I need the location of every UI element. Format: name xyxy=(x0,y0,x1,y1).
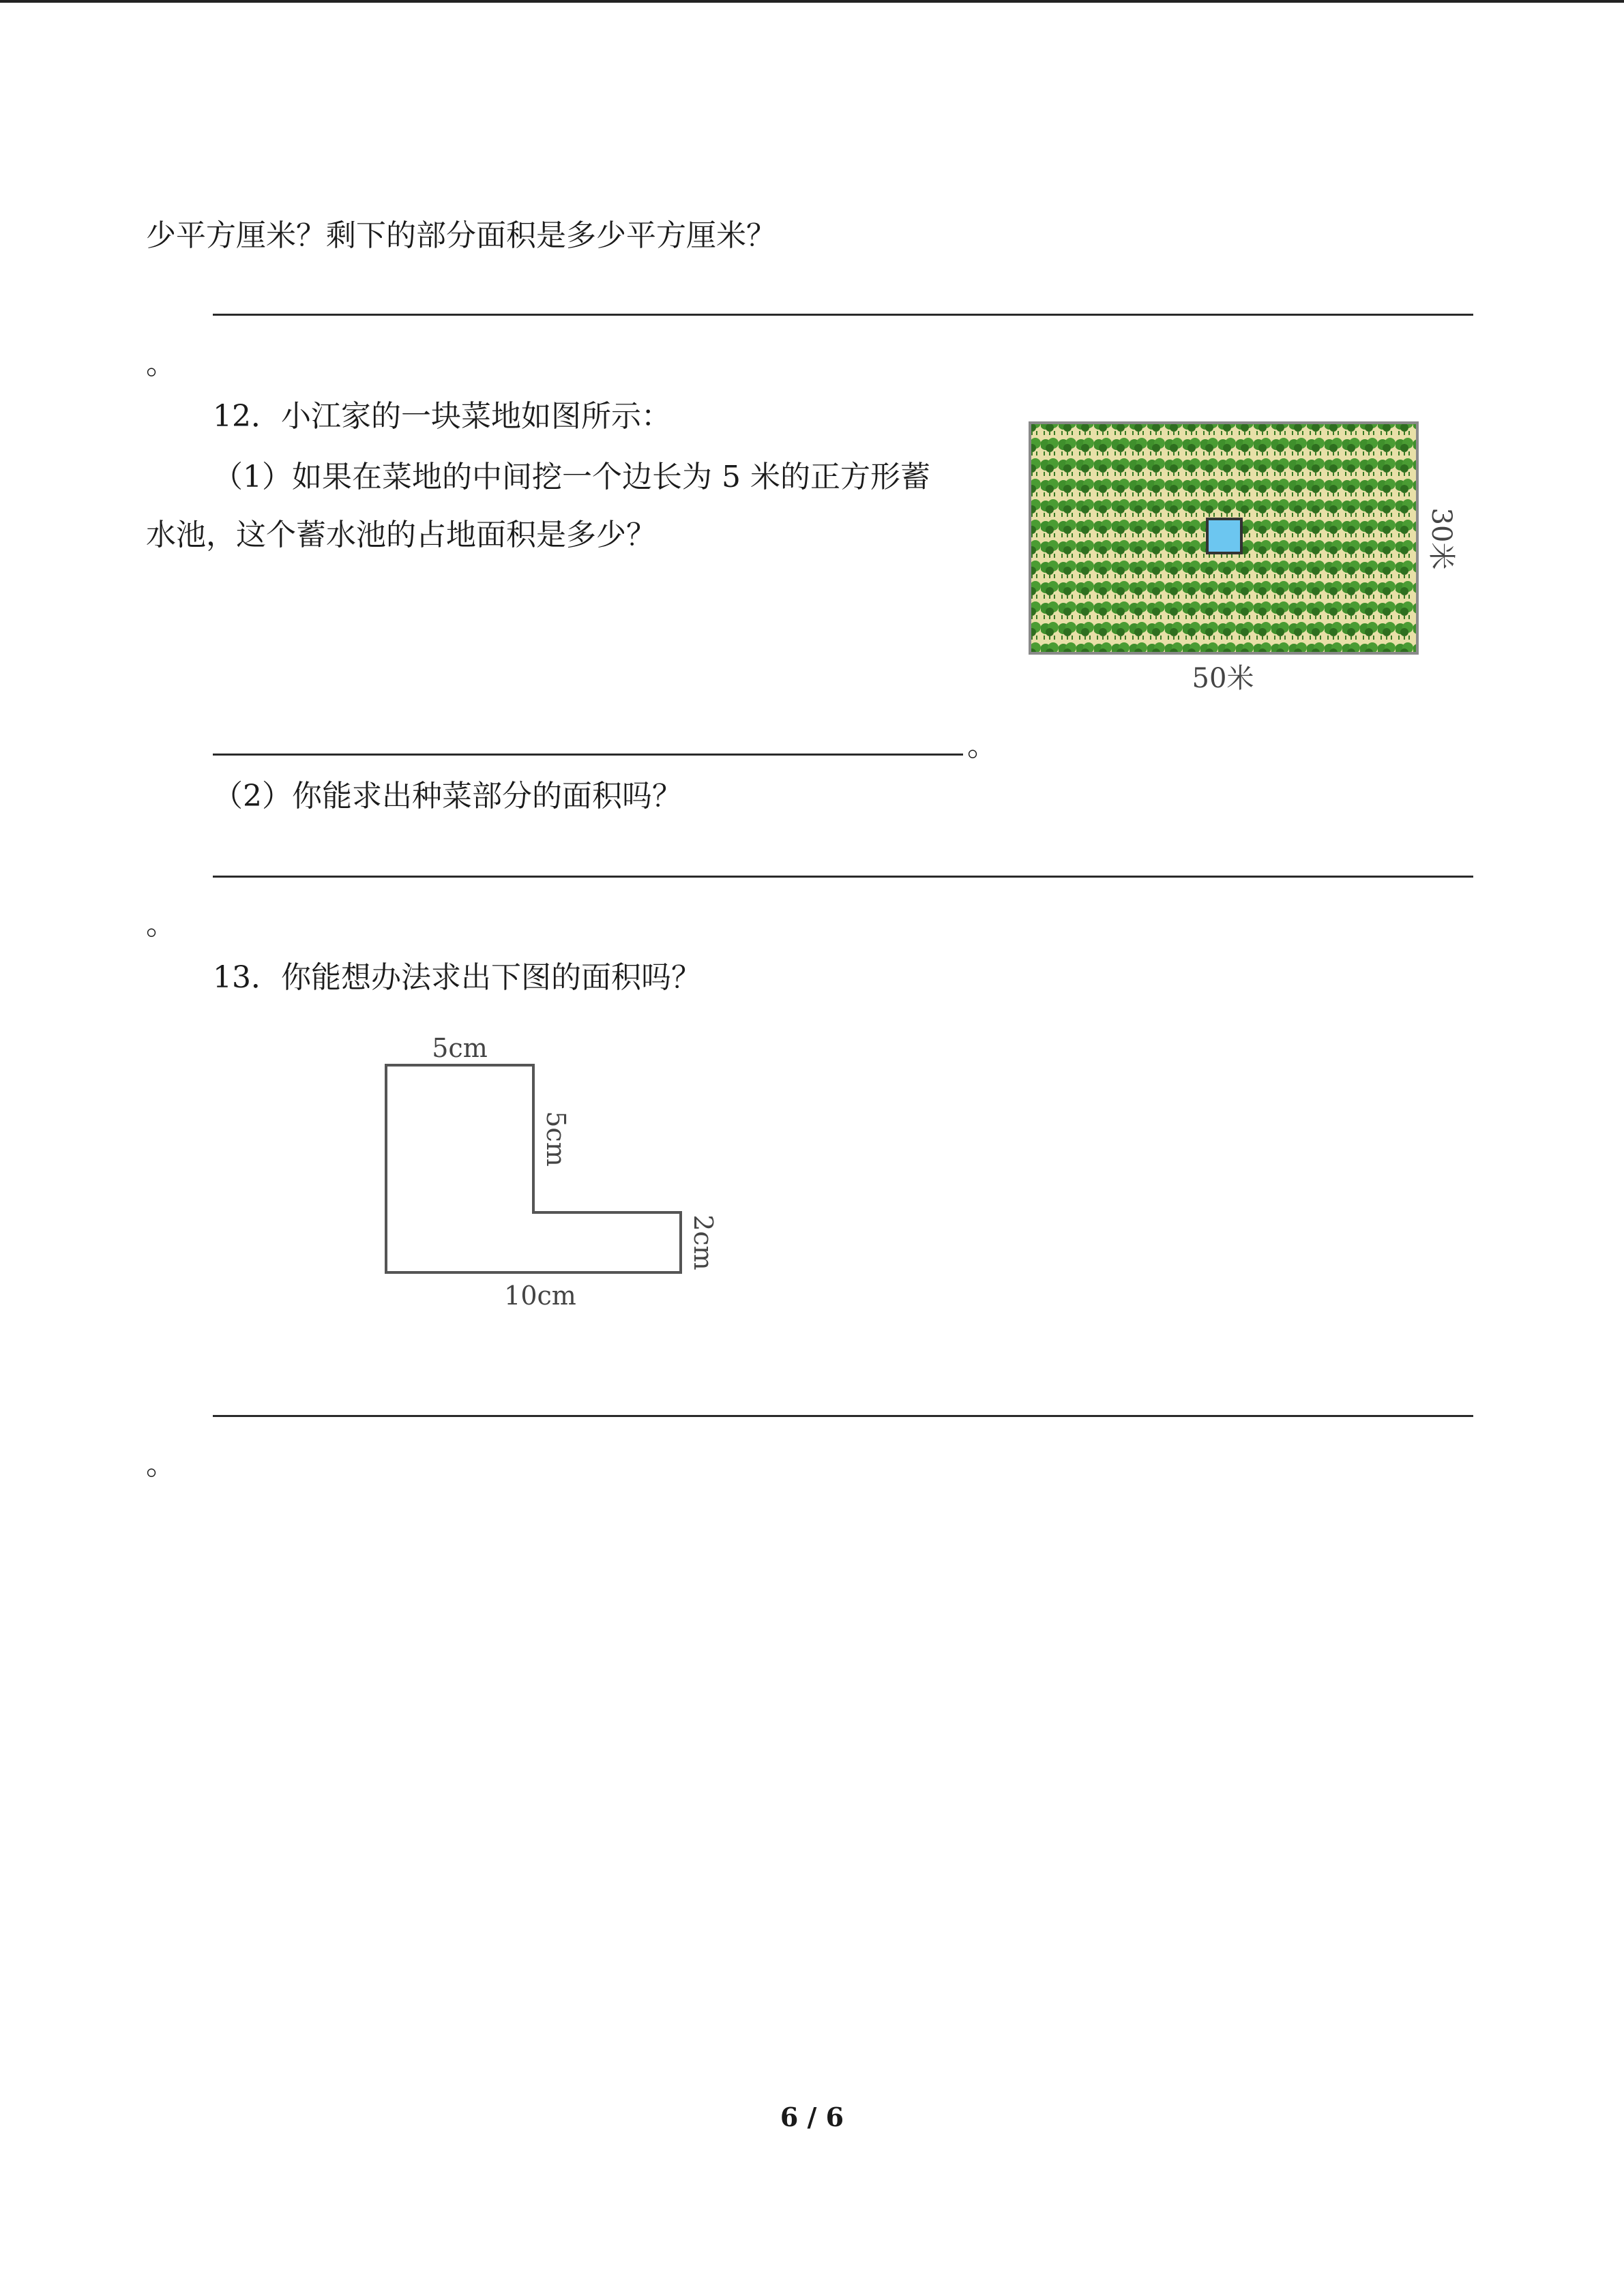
period-q13: 。 xyxy=(146,1447,176,1482)
right-side-label: 2cm xyxy=(688,1214,718,1270)
page-number: 6 / 6 xyxy=(780,2102,844,2132)
answer-line-q11 xyxy=(213,314,1473,316)
period-q11: 。 xyxy=(146,346,176,381)
vegetable-field-figure xyxy=(1023,416,1473,702)
q13-stem: 13．你能想办法求出下图的面积吗？ xyxy=(213,960,701,995)
top-side-label: 5cm xyxy=(432,1033,488,1063)
q12-stem: 12．小江家的一块菜地如图所示： xyxy=(213,399,671,434)
q12-part1-line1: （1）如果在菜地的中间挖一个边长为 5 米的正方形蓄 xyxy=(213,460,930,494)
page-top-border xyxy=(0,0,1624,3)
continuation-text: 少平方厘米？剩下的部分面积是多少平方厘米？ xyxy=(146,218,776,253)
field-width-label: 50米 xyxy=(1192,663,1254,694)
bottom-side-label: 10cm xyxy=(504,1281,576,1311)
q12-part2: （2）你能求出种菜部分的面积吗？ xyxy=(213,779,682,814)
inner-side-label: 5cm xyxy=(541,1111,571,1167)
q12-part1-line2: 水池，这个蓄水池的占地面积是多少？ xyxy=(146,518,656,552)
l-shape-outline xyxy=(386,1065,681,1272)
answer-line-q13 xyxy=(213,1415,1473,1417)
pond-square xyxy=(1207,519,1241,553)
answer-line-q12-part2 xyxy=(213,876,1473,878)
period-q12-part2: 。 xyxy=(146,907,176,942)
answer-line-q12-part1 xyxy=(213,754,963,756)
period-q12-part1: 。 xyxy=(967,728,997,763)
l-shape-figure xyxy=(368,1023,750,1350)
field-height-label: 30米 xyxy=(1426,507,1457,570)
